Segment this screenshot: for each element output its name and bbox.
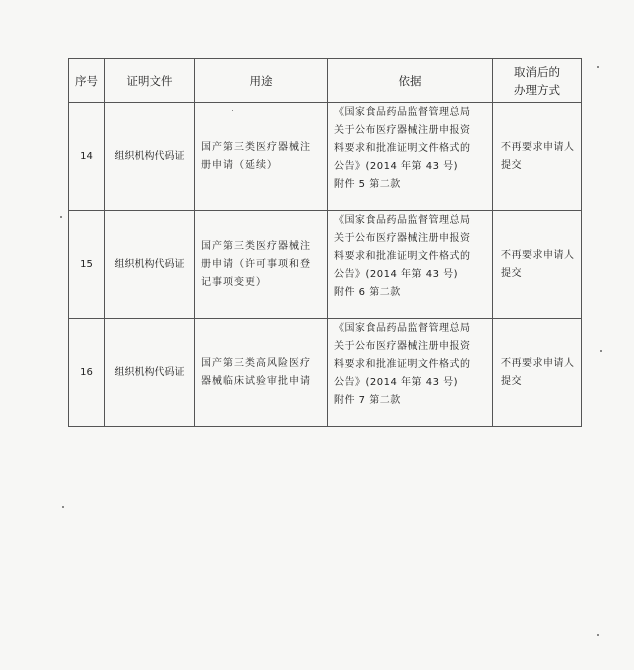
method-line: 不再要求申请人 [501, 357, 575, 369]
header-method-line2: 办理方式 [514, 82, 560, 97]
row-basis [328, 319, 493, 427]
basis-line: 公告》(2014 年第 43 号) [334, 269, 459, 280]
method-line: 提交 [501, 159, 522, 171]
scan-speck [62, 506, 64, 508]
scan-speck [597, 66, 599, 68]
use-line: 记事项变更） [201, 276, 267, 288]
basis-line: 料要求和批准证明文件格式的 [334, 359, 471, 370]
row-method [493, 103, 582, 211]
header-basis: 依据 [328, 59, 493, 103]
scan-speck [600, 350, 602, 352]
row-document: 组织机构代码证 [105, 211, 195, 319]
basis-line: 《国家食品药品监督管理总局 [334, 323, 471, 334]
row-document: 组织机构代码证 [105, 319, 195, 427]
method-line: 不再要求申请人 [501, 249, 575, 261]
use-line: 册申请（延续） [201, 159, 278, 171]
use-line: 国产第三类高风险医疗 [201, 357, 311, 369]
scan-speck [597, 634, 599, 636]
row-method [493, 319, 582, 427]
table-header-row [69, 59, 582, 103]
scan-speck [232, 110, 233, 111]
header-method [493, 59, 582, 103]
basis-line: 附件 7 第二款 [334, 395, 401, 406]
row-number: 16 [69, 319, 105, 427]
basis-line: 公告》(2014 年第 43 号) [334, 161, 459, 172]
header-document: 证明文件 [105, 59, 195, 103]
use-line: 国产第三类医疗器械注 [201, 141, 311, 153]
use-line: 册申请（许可事项和登 [201, 258, 311, 270]
table-row [69, 103, 582, 211]
header-method-line1: 取消后的 [514, 64, 560, 79]
basis-line: 关于公布医疗器械注册申报资 [334, 125, 471, 136]
row-basis [328, 211, 493, 319]
table-row [69, 319, 582, 427]
basis-line: 料要求和批准证明文件格式的 [334, 251, 471, 262]
basis-line: 《国家食品药品监督管理总局 [334, 215, 471, 226]
method-line: 提交 [501, 375, 522, 387]
basis-line: 关于公布医疗器械注册申报资 [334, 233, 471, 244]
row-number: 15 [69, 211, 105, 319]
table-row [69, 211, 582, 319]
row-number: 14 [69, 103, 105, 211]
basis-line: 关于公布医疗器械注册申报资 [334, 341, 471, 352]
header-use: 用途 [195, 59, 328, 103]
method-line: 提交 [501, 267, 522, 279]
basis-line: 附件 6 第二款 [334, 287, 401, 298]
scan-speck [60, 216, 62, 218]
row-use [195, 211, 328, 319]
header-number: 序号 [69, 59, 105, 103]
row-basis [328, 103, 493, 211]
basis-line: 附件 5 第二款 [334, 179, 401, 190]
method-line: 不再要求申请人 [501, 141, 575, 153]
row-document: 组织机构代码证 [105, 103, 195, 211]
basis-line: 公告》(2014 年第 43 号) [334, 377, 459, 388]
row-use [195, 103, 328, 211]
certificate-table [68, 58, 582, 427]
basis-line: 《国家食品药品监督管理总局 [334, 107, 471, 118]
row-method [493, 211, 582, 319]
use-line: 国产第三类医疗器械注 [201, 240, 311, 252]
row-use [195, 319, 328, 427]
use-line: 器械临床试验审批申请 [201, 375, 311, 387]
basis-line: 料要求和批准证明文件格式的 [334, 143, 471, 154]
